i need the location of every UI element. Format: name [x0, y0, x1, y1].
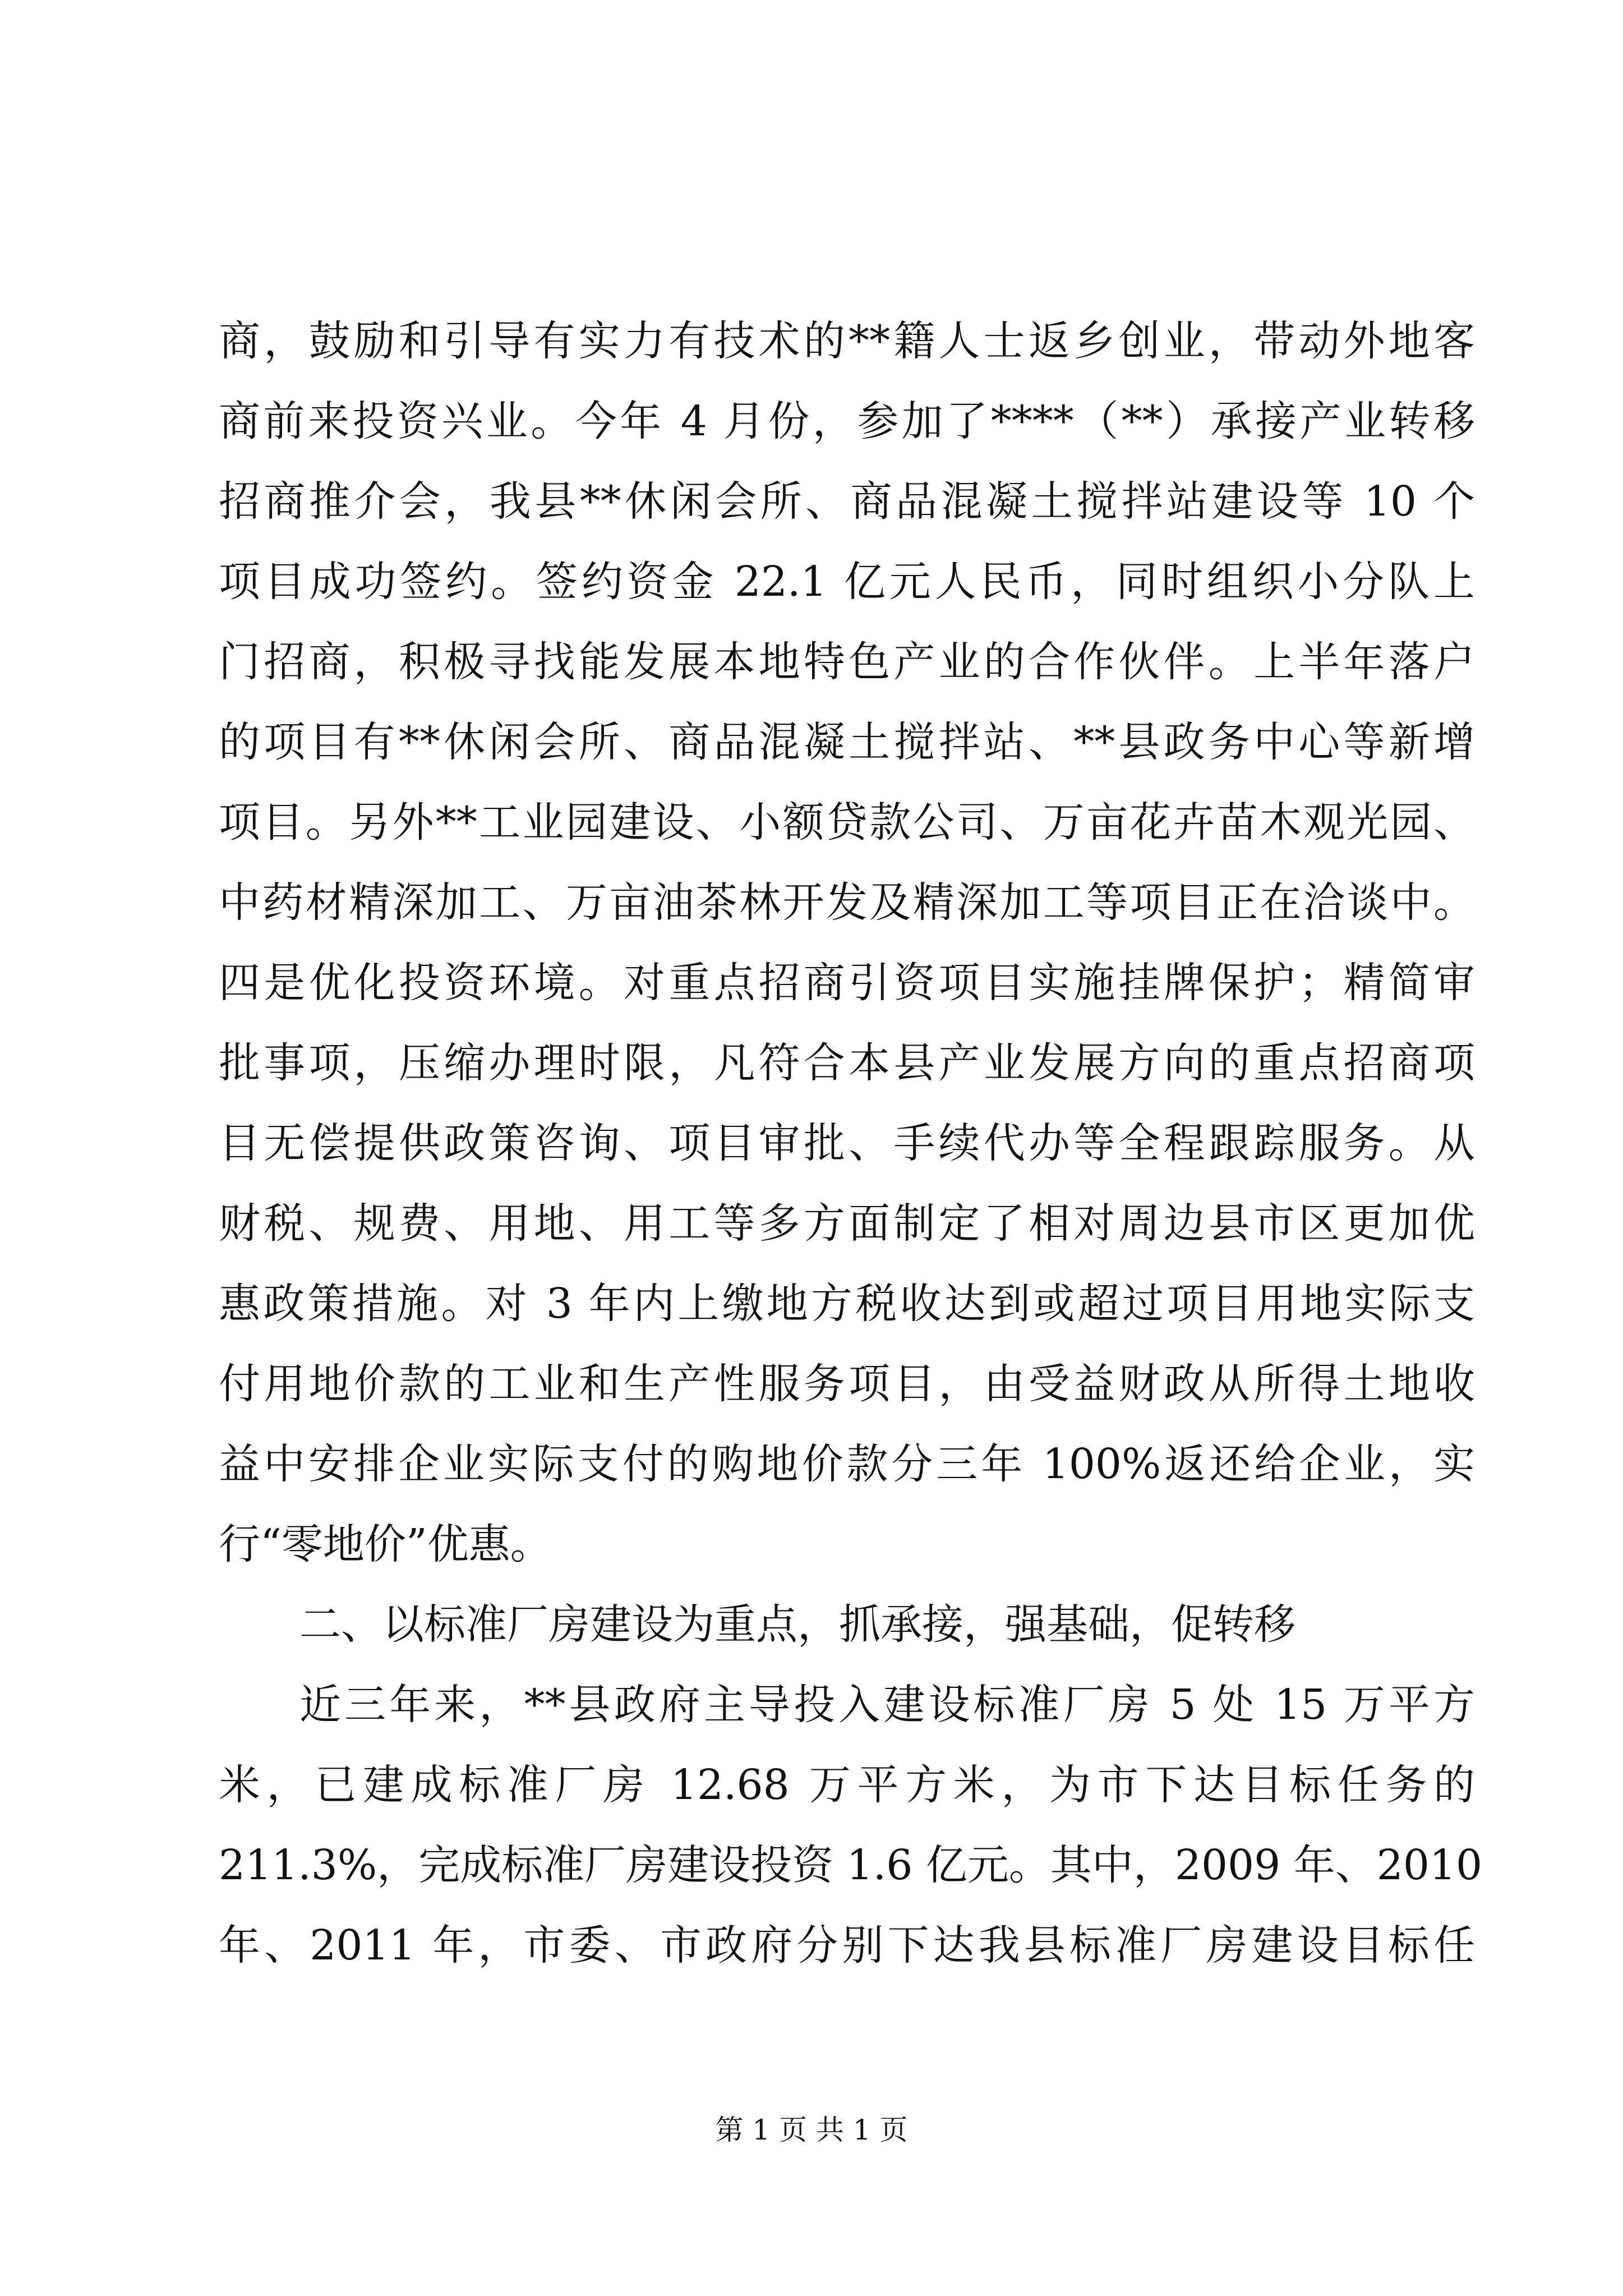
body-line-8: 中药材精深加工、万亩油茶林开发及精深加工等项目正在洽谈中。	[219, 878, 1475, 927]
body-line-4: 项目成功签约。签约资金 22.1 亿元人民币，同时组织小分队上	[219, 558, 1475, 606]
body-line-21: 年、2011 年，市委、市政府分别下达我县标准厂房建设目标任	[219, 1921, 1475, 1970]
body-line-15: 益中安排企业实际支付的购地价款分三年 100%返还给企业，实	[219, 1440, 1475, 1488]
page-number-footer: 第 1 页 共 1 页	[715, 2114, 908, 2146]
body-line-14: 付用地价款的工业和生产性服务项目，由受益财政从所得土地收	[219, 1360, 1475, 1408]
body-line-18: 近三年来，**县政府主导投入建设标准厂房 5 处 15 万平方	[299, 1681, 1475, 1729]
body-line-20: 211.3%，完成标准厂房建设投资 1.6 亿元。其中，2009 年、2010	[219, 1841, 1483, 1889]
body-line-10: 批事项，压缩办理时限，凡符合本县产业发展方向的重点招商项	[219, 1039, 1475, 1087]
body-line-13: 惠政策措施。对 3 年内上缴地方税收达到或超过项目用地实际支	[219, 1280, 1475, 1328]
body-line-9: 四是优化投资环境。对重点招商引资项目实施挂牌保护；精简审	[219, 959, 1475, 1007]
body-line-11: 目无偿提供政策咨询、项目审批、手续代办等全程跟踪服务。从	[219, 1119, 1475, 1167]
section-heading: 二、以标准厂房建设为重点，抓承接，强基础，促转移	[299, 1600, 1295, 1649]
body-line-16: 行“零地价”优惠。	[219, 1520, 552, 1568]
body-line-2: 商前来投资兴业。今年 4 月份，参加了****（**）承接产业转移	[219, 397, 1475, 445]
body-line-1: 商，鼓励和引导有实力有技术的**籍人士返乡创业，带动外地客	[219, 317, 1475, 365]
body-line-3: 招商推介会，我县**休闲会所、商品混凝土搅拌站建设等 10 个	[219, 477, 1475, 526]
body-line-7: 项目。另外**工业园建设、小额贷款公司、万亩花卉苗木观光园、	[219, 798, 1475, 846]
body-line-12: 财税、规费、用地、用工等多方面制定了相对周边县市区更加优	[219, 1199, 1475, 1248]
body-line-19: 米，已建成标准厂房 12.68 万平方米，为市下达目标任务的	[219, 1761, 1475, 1809]
body-line-5: 门招商，积极寻找能发展本地特色产业的合作伙伴。上半年落户	[219, 638, 1475, 686]
body-line-6: 的项目有**休闲会所、商品混凝土搅拌站、**县政务中心等新增	[219, 718, 1475, 766]
